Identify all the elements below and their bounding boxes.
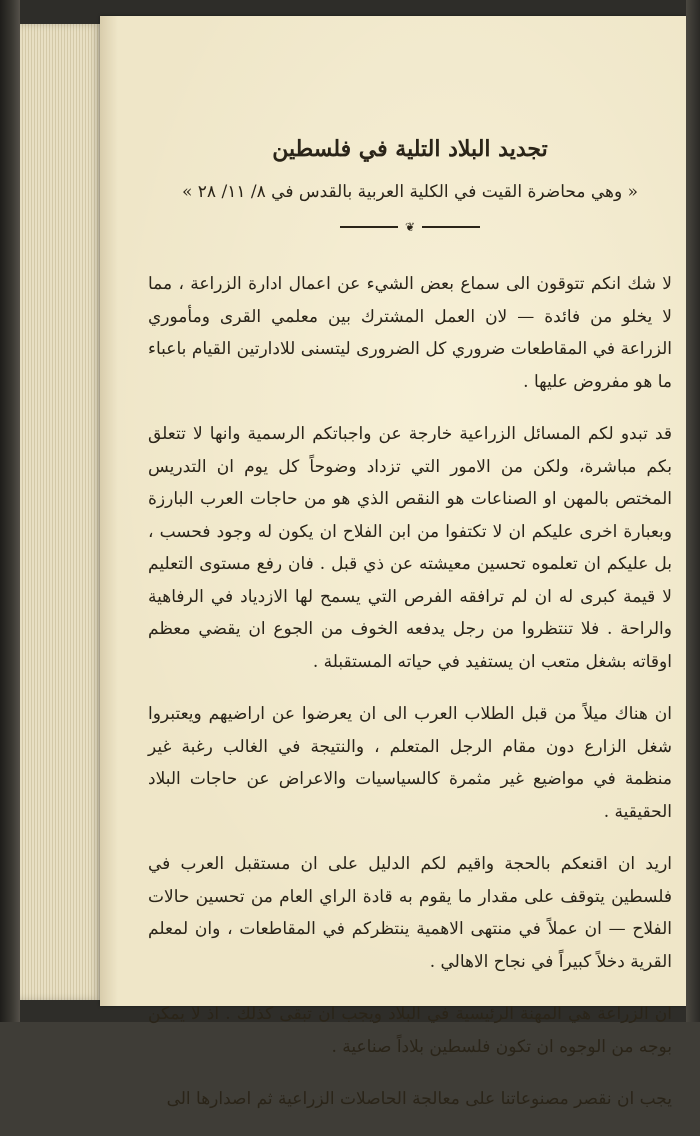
page-edges [20, 24, 102, 1000]
ornament-line-right [422, 226, 480, 228]
ornament-knot-icon: ❦ [404, 220, 416, 234]
page-subtitle: « وهي محاضرة القيت في الكلية العربية بالقدس في ٨/ ١١/ ٢٨ » [181, 182, 639, 202]
page-title: تجديد البلاد التلية في فلسطين [272, 136, 548, 162]
ornament-line-left [340, 226, 398, 228]
ornament-divider [340, 220, 480, 234]
paragraph-1: لا شك انكم تتوقون الى سماع بعض الشيء عن اعمال ادارة الزراعة ، مما لا يخلو من فائدة — لان العمل المشترك بين معلمي القرى ومأموري الزراعة في المقاطعات ضروري كل الضرورى ليتسنى للادارتين القيام باعباء ما هو مفروض عليها . [148, 274, 672, 392]
paragraph-3: ان هناك ميلاً من قبل الطلاب العرب الى ان يعرضوا عن اراضيهم ويعتبروا شغل الزارع دون مقام الرجل المتعلم ، والنتيجة في الغالب رغبة غير منظمة في مواضيع غير مثمرة كالسياسيات والاعراض عن حاجات البلاد الحقيقية . [148, 704, 672, 822]
paragraph-5: ان الزراعة هي المهنة الرئيسية في البلاد ويجب ان تبقى كذلك . اذ لا يمكن بوجه من الوجوه ان تكون فلسطين بلاداً صناعية . [148, 1004, 672, 1057]
paragraph-6: يجب ان نقصر مصنوعاتنا على معالجة الحاصلات الزراعية ثم اصدارها الى [166, 1089, 672, 1109]
page-content [148, 120, 672, 1136]
paragraph-2: قد تبدو لكم المسائل الزراعية خارجة عن واجباتكم الرسمية وانها لا تتعلق بكم مباشرة، ولكن من الامور التي تزداد وضوحاً كل يوم ان التدريس المختص بالمهن او الصناعات هو النقص الذي هو من حاجات العرب البارزة وبعبارة اخرى عليكم ان لا تكتفوا من ابن الفلاح ان يكون له وجود فحسب ، بل عليكم ان تعلموه تحسين معيشته عن ذي قبل . فان رفع مستوى التعليم لا قيمة كبرى له ان لم ترافقه الفرص التي يسمح لها الازدياد في الرفاهية والراحة . فلا تنتظروا من رجل يدفعه الخوف من الجوع ان يقضي معظم اوقاته بشغل متعب ان يستفيد في حياته المستقبلة . [148, 424, 672, 672]
book-edge-right [686, 0, 700, 1022]
book-binding [0, 0, 20, 1022]
paragraph-4: اريد ان اقنعكم بالحجة واقيم لكم الدليل على ان مستقبل العرب في فلسطين يتوقف على مقدار ما يقوم به قادة الراي العام من تحسين حالات الفلاح — ان عملاً في منتهى الاهمية ينتظركم في المقاطعات ، وان لمعلم القرية دخلاً كبيراً في نجاح الاهالي . [148, 854, 672, 972]
